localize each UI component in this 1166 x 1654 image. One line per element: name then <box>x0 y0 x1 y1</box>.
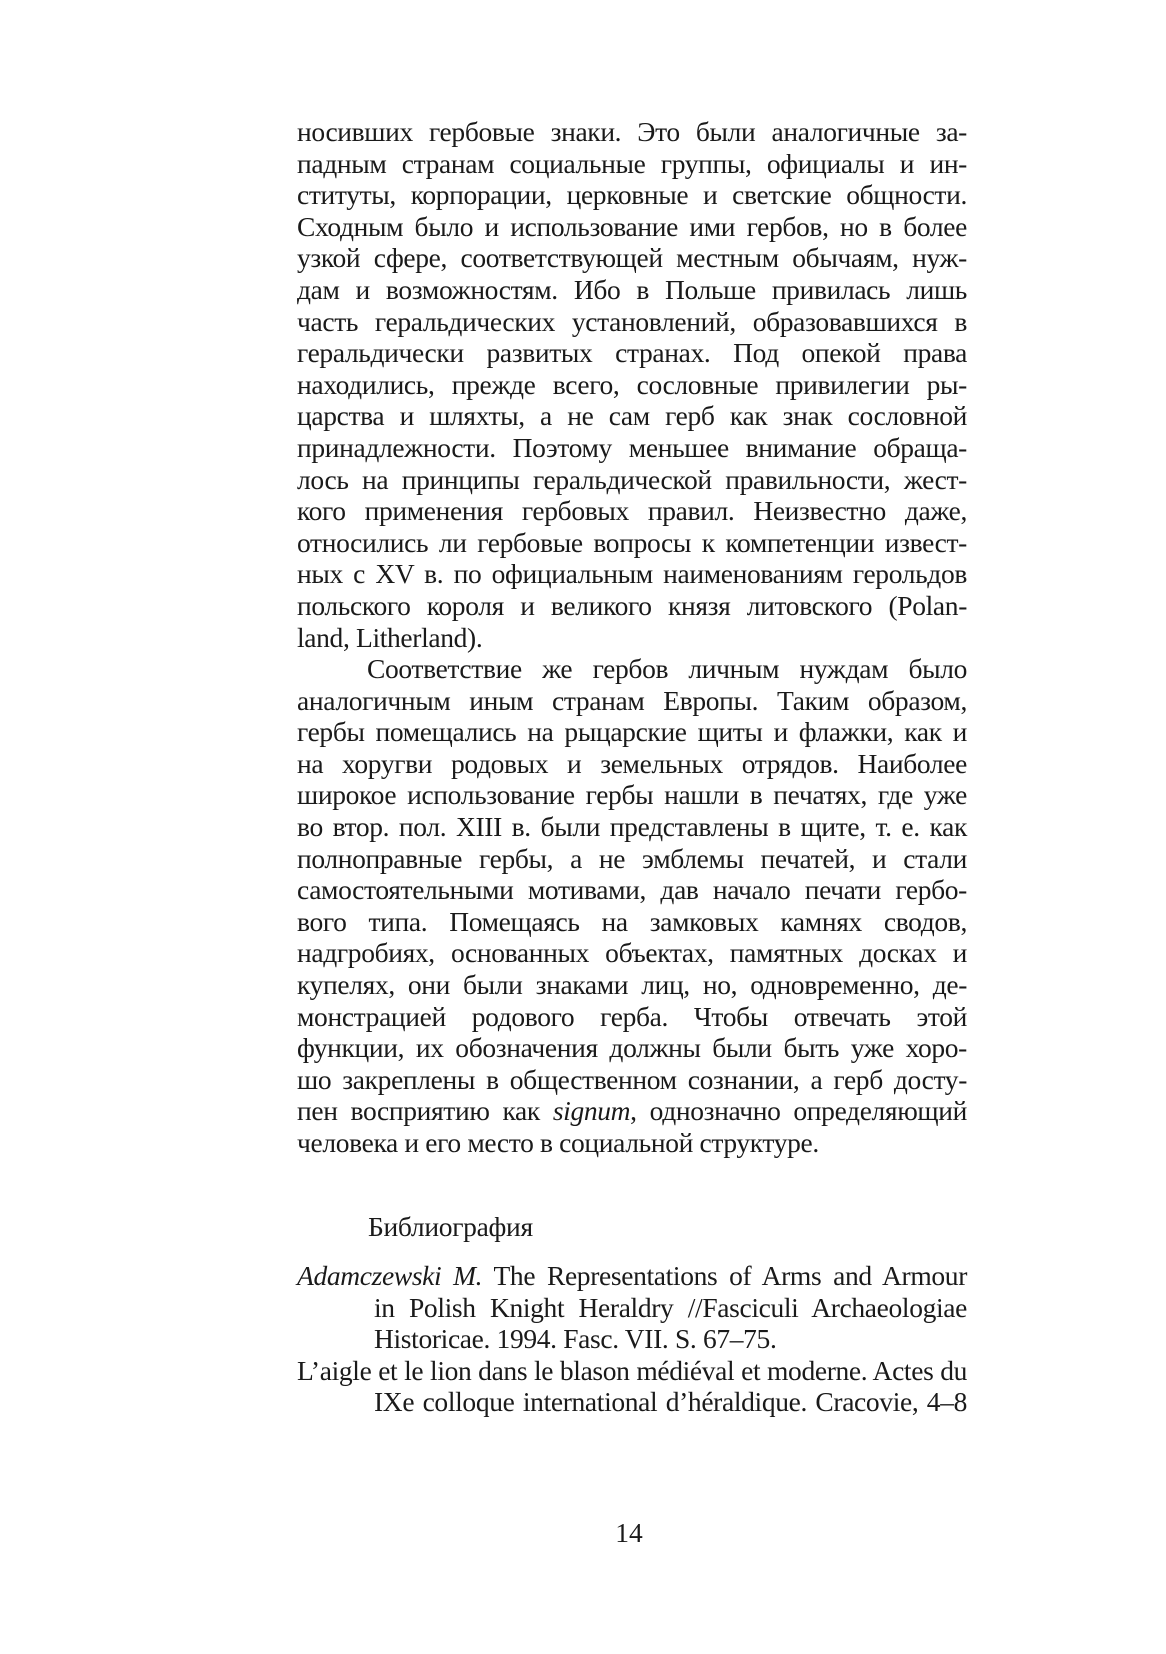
text-line: лось на принципы геральдической правильности, жест- <box>297 463 967 495</box>
bibliography-entry <box>297 1260 967 1355</box>
text-line: самостоятельными мотивами, дав начало печати гербо- <box>297 874 967 906</box>
text-line: относились ли гербовые вопросы к компетенции извест- <box>297 526 967 558</box>
page-number: 14 <box>615 1517 643 1548</box>
text-line: Сходным было и использование ими гербов, но в более <box>297 210 967 242</box>
bibliography-entry <box>297 1355 967 1418</box>
text-line: монстрацией родового герба. Чтобы отвечать этой <box>297 1000 967 1032</box>
text-line: аналогичным иным странам Европы. Таким образом, <box>297 684 967 716</box>
text-line: падным странам социальные группы, официалы и ин- <box>297 147 967 179</box>
bibliography-list <box>297 1260 967 1418</box>
text-line: гербы помещались на рыцарские щиты и флажки, как и <box>297 716 967 748</box>
bibliography-heading: Библиография <box>368 1211 533 1242</box>
text-line: шо закреплены в общественном сознании, а герб досту- <box>297 1063 967 1095</box>
bib-line: L’aigle et le lion dans le blason médiéval et moderne. Actes du <box>297 1354 967 1386</box>
text-line: надгробиях, основанных объектах, памятных досках и <box>297 937 967 969</box>
bib-line: Historicae. 1994. Fasc. VII. S. 67–75. <box>374 1323 777 1355</box>
text-line: функции, их обозначения должны были быть уже хоро- <box>297 1032 967 1064</box>
text-line: широкое использование гербы нашли в печатях, где уже <box>297 779 967 811</box>
paragraph-1 <box>297 116 967 653</box>
text-line: узкой сфере, соответствующей местным обычаям, нуж- <box>297 242 967 274</box>
bib-line: IXe colloque international d’héraldique. Cracovie, 4–8 <box>374 1386 967 1418</box>
paragraph-2 <box>297 653 967 1159</box>
text-segment: пен восприятию как <box>297 1095 553 1127</box>
text-line: принадлежности. Поэтому меньшее внимание обраща- <box>297 431 967 463</box>
text-line: во втор. пол. XIII в. были представлены в щите, т. е. как <box>297 811 967 843</box>
text-line: польского короля и великого князя литовского (Polan- <box>297 589 967 621</box>
bib-line: in Polish Knight Heraldry //Fasciculi Archaeologiae <box>374 1291 967 1323</box>
italic-term: signum <box>552 1095 631 1127</box>
text-line: полноправные гербы, а не эмблемы печатей, и стали <box>297 842 967 874</box>
bib-line <box>297 1260 967 1292</box>
bib-author: Adamczewski M. <box>297 1260 483 1291</box>
text-line: геральдически развитых странах. Под опекой права <box>297 337 967 369</box>
text-line: land, Litherland). <box>297 621 483 653</box>
bib-title: The Representations of Arms and Armour <box>482 1260 968 1291</box>
text-line: ституты, корпорации, церковные и светские общности. <box>297 179 967 211</box>
body-text <box>297 116 967 1159</box>
text-line: на хоругви родовых и земельных отрядов. Наиболее <box>297 747 967 779</box>
text-segment: , однозначно определяющий <box>630 1095 967 1127</box>
text-line: царства и шляхты, а не сам герб как знак сословной <box>297 400 967 432</box>
text-line: кого применения гербовых правил. Неизвестно даже, <box>297 495 967 527</box>
text-line: купелях, они были знаками лиц, но, одновременно, де- <box>297 969 967 1001</box>
text-line: дам и возможностям. Ибо в Польше привилась лишь <box>297 273 967 305</box>
text-line: вого типа. Помещаясь на замковых камнях сводов, <box>297 905 967 937</box>
text-line: Соответствие же гербов личным нуждам было <box>367 653 967 685</box>
text-line: носивших гербовые знаки. Это были аналогичные за- <box>297 116 967 147</box>
text-line-signum <box>297 1095 967 1127</box>
text-line: находились, прежде всего, сословные привилегии ры- <box>297 368 967 400</box>
text-line: ных с XV в. по официальным наименованиям герольдов <box>297 558 967 590</box>
text-line: часть геральдических установлений, образовавшихся в <box>297 305 967 337</box>
text-line: человека и его место в социальной структуре. <box>297 1127 819 1158</box>
